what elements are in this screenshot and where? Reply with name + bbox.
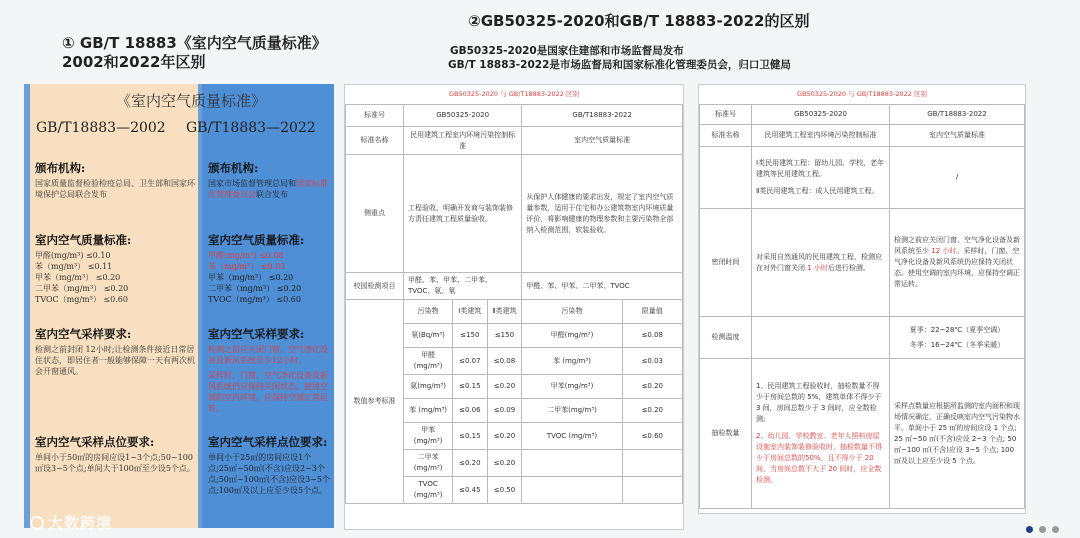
new-quality: 室内空气质量标准: 甲醛(mg/m³) ≤0.08 苯（mg/m³） ≤0.03 甲苯（mg/m³） ≤0.20 二甲苯（mg/m³） ≤0.20 TVOC（mg/m³） ≤0.60 [208,233,305,304]
table-row: TVOC (mg/m³) ≤0.45 ≤0.50 [346,477,683,504]
new-sampling: 室内空气采样要求: 检测之前应关闭门窗、空气净化设备及新风系统至少12小时。 采样时，门窗、空气净化设备及新风系统仍应保持关闭状态。使用空调的室内环境，应保持空调正常运转。 [208,327,328,413]
table-row: 标准号 GB50325-2020 GB/T18883-2022 [700,105,1025,125]
table-row: 氡(Bq/m³) ≤150 ≤150 甲醛(mg/m³) ≤0.08 [346,324,683,348]
comparison-table-2 [698,84,1026,514]
old-sampling: 室内空气采样要求: 检测之前封闭 12小时;让检测条件接近日常居住状态，即居住者一般能够保障一天有两次机会开窗通风。 [35,327,195,376]
std-new-label: GB/T18883—2022 [186,120,316,136]
table1-caption: GB50325-2020 与 GB/T18883-2022 区别 [449,90,579,98]
table-row: 二甲苯 (mg/m³) ≤0.20 ≤0.20 [346,450,683,477]
table-row: 侧重点 工程验收、明确开发商与装饰装修方责任建筑工程质量验收。 从保护人体健康的要求出发，规定了室内空气质量参数，适用于住宅和办公建筑物室内环境质量评价，将影响健康的物理参数和主要污染物全部纳入检测范围，软装验收。 [346,155,683,273]
left-heading [62,34,327,72]
std-old-label: GB/T18883—2002 [36,120,166,136]
table-row: 检测温度 夏季：22~28℃（夏季空调） 冬季：16~24℃（冬季采暖） [700,317,1025,359]
pager-dot-3[interactable] [1052,526,1059,533]
table-row: 甲苯 (mg/m³) ≤0.15 ≤0.20 TVOC (mg/m³) ≤0.60 [346,423,683,450]
table-row: 数值参考标准 污染物 Ⅰ类建筑 Ⅱ类建筑 污染物 限量值 [346,300,683,324]
right-subheading [448,44,791,72]
new-issuer: 颁布机构: 国家市场监督管理总局和国家标准化管理委员会联合发布 [208,161,328,199]
old-points: 室内空气采样点位要求: 单间小于50㎡的房间应设1~3个点;50~100㎡设3~5个点;单间大于100㎡至少设5个点。 [35,435,195,473]
pager-dot-2[interactable] [1039,526,1046,533]
new-points: 室内空气采样点位要求: 单间小于25㎡的房间应设1个点;25㎡~50㎡(不含)应设2~3个点;50㎡~100㎡(不含)应设3~5个点;100㎡及以上应至少设5个点。 [208,435,330,495]
comparison-panel [24,84,334,528]
logo-icon [30,516,44,530]
table-row: 氨(mg/m³) ≤0.15 ≤0.20 甲苯(mg/m³) ≤0.20 [346,375,683,399]
table-row: Ⅰ类民用建筑工程：留幼儿园、学校、老年建筑等民用建筑工程。 Ⅱ类民用建筑工程：成人民用建筑工程。 / [700,147,1025,209]
table-row: 密闭时间 对采用自然通风的民用建筑工程，检测应在对外门窗关闭 1 小时后进行检测。 检测之前应关闭门窗、空气净化设备及新风系统至少 12 小时。采样时，门窗、空气净化设备及新风系统仍应保持关闭状态。使用空调的室内环境，应保持空调正常运转。 [700,209,1025,317]
panel-title: 《室内空气质量标准》 [115,92,266,110]
old-issuer: 颁布机构: 国家质量监督检验检疫总局、卫生部和国家环境保护总局联合发布 [35,161,195,199]
right-sub-line1: GB50325-2020是国家住建部和市场监督局发布 [450,45,684,57]
pager-dot-1[interactable] [1026,526,1033,533]
table-row: 抽检数量 1、民用建筑工程验收时，抽检数量不得少于房间总数的 5%，建筑单体不得少于 3 间，房间总数少于 3 间时，应全数检测; 2、幼儿园、学校教室、老年人照料房屋设施室内装饰装修验收时，抽检数量不得少于房间总数的50%，且不得少于 20 间，当房间总数不大于 20 间时，应全数检测。 采样点数量应根据所监测的室内面积和现场情况确定，正确反映室内空气污染物水平。单间小于 25 ㎡的房间应设 1 个点; 25 ㎡~50 ㎡(不含)应设 2~3 个点; 50 ㎡~100 ㎡(不含)应设 3~5 个点; 100 ㎡及以上应至少设 5 个点。 [700,359,1025,509]
table-row: 甲醛(mg/m³) ≤0.07 ≤0.08 苯 (mg/m³) ≤0.03 [346,348,683,375]
left-heading-line1: ① GB/T 18883《室内空气质量标准》 [62,34,327,52]
comparison-table-1 [344,84,684,530]
right-sub-line2: GB/T 18883-2022是市场监督局和国家标准化管理委员会，归口卫健局 [448,59,791,71]
table-row: 标准名称 民用建筑工程室内环境污染控制标准 室内空气质量标准 [346,127,683,155]
slide-pager [1026,518,1065,537]
left-heading-line2: 2002和2022年区别 [62,53,206,71]
table-row: 标准名称 民用建筑工程室内环境污染控制标准 室内空气质量标准 [700,125,1025,147]
table-row: 苯 (mg/m³) ≤0.06 ≤0.09 二甲苯(mg/m³) ≤0.20 [346,399,683,423]
table-row: 标准号 GB50325-2020 GB/T18883-2022 [346,105,683,127]
table2-caption: GB50325-2020 与 GB/T18883-2022 区别 [797,90,927,98]
brand-logo: 大数跨境 [30,512,112,533]
old-quality: 室内空气质量标准: 甲醛(mg/m³) ≤0.10 苯（mg/m³） ≤0.11 甲苯（mg/m³） ≤0.20 二甲苯（mg/m³） ≤0.20 TVOC（mg/m³） ≤0.60 [35,233,132,304]
table-row: 校园检测项目 甲醛、苯、甲苯、二甲苯、TVOC、氨、氡 甲醛、苯、甲苯、二甲苯、TVOC [346,273,683,300]
right-heading: ②GB50325-2020和GB/T 18883-2022的区别 [468,12,810,30]
